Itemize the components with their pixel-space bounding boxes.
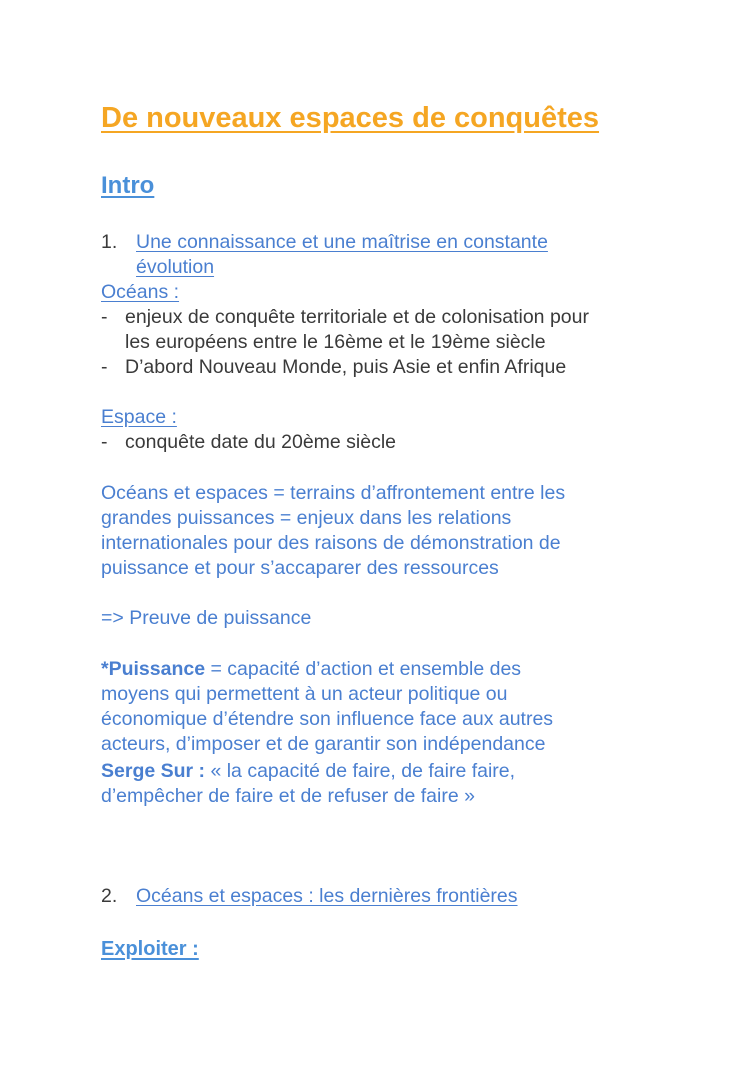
document-title: De nouveaux espaces de conquêtes [101,102,600,134]
section1-title-line1: Une connaissance et une maîtrise en constante [136,231,548,253]
espace-label: Espace : [101,406,177,428]
section2-title: Océans et espaces : les dernières frontières [136,885,518,907]
espace-bullet1-dash: - [101,431,108,453]
paragraph-line: internationales pour des raisons de démonstration de [101,532,561,554]
puissance-def-line3: économique d’étendre son influence face aux autres [101,708,554,730]
espace-bullet1: conquête date du 20ème siècle [125,431,397,453]
puissance-def-line1 [101,657,521,682]
oceans-label: Océans : [101,281,180,303]
puissance-def-line4: acteurs, d’imposer et de garantir son indépendance [101,733,546,755]
paragraph-line: puissance et pour s’accaparer des ressources [101,557,499,579]
intro-heading: Intro [101,172,155,199]
oceans-bullet1-dash: - [101,306,108,328]
serge-sur-line2: d’empêcher de faire et de refuser de faire » [101,785,475,807]
serge-sur-line1 [101,759,515,784]
puissance-def-line1-text: = capacité d’action et ensemble des [205,658,522,680]
serge-sur-name: Serge Sur : [101,760,206,782]
section1-title-line2: évolution [136,256,215,278]
paragraph-line: grandes puissances = enjeux dans les relations [101,507,512,529]
exploiter-heading: Exploiter : [101,938,199,960]
preuve-de-puissance: => Preuve de puissance [101,607,312,629]
oceans-bullet2: D’abord Nouveau Monde, puis Asie et enfin Afrique [125,356,567,378]
serge-sur-quote-line1: « la capacité de faire, de faire faire, [205,760,516,782]
section1-number: 1. [101,231,118,253]
puissance-def-line2: moyens qui permettent à un acteur politique ou [101,683,508,705]
oceans-bullet2-dash: - [101,356,108,378]
oceans-bullet1-line1: enjeux de conquête territoriale et de colonisation pour [125,306,589,328]
section2-number: 2. [101,885,118,907]
oceans-bullet1-line2: les européens entre le 16ème et le 19ème siècle [125,331,546,353]
paragraph-line: Océans et espaces = terrains d’affrontement entre les [101,482,566,504]
puissance-term: *Puissance [101,658,206,680]
